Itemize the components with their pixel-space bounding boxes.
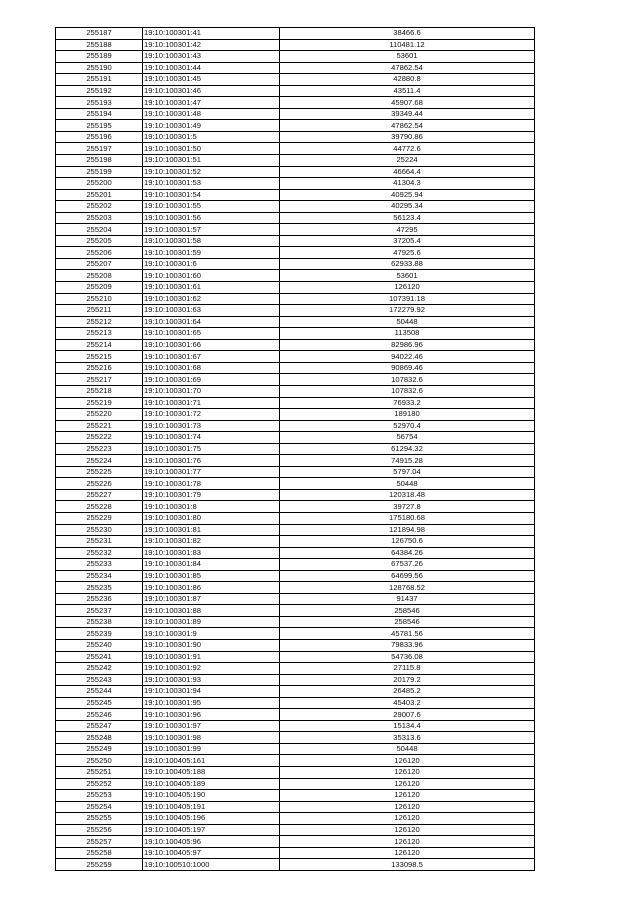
value-cell: 74915.28 [280,455,535,467]
value-cell: 126120 [280,824,535,836]
cadastral-number-cell: 19:10:100301:90 [143,639,280,651]
table-row [56,397,535,409]
value-cell: 126120 [280,847,535,859]
row-id-cell: 255189 [56,51,143,63]
value-cell: 107832.6 [280,385,535,397]
row-id-cell: 255199 [56,166,143,178]
table-row [56,258,535,270]
cadastral-number-cell: 19:10:100301:91 [143,651,280,663]
value-cell: 258546 [280,616,535,628]
table-row [56,305,535,317]
value-cell: 110481.12 [280,39,535,51]
table-row [56,155,535,167]
row-id-cell: 255228 [56,501,143,513]
value-cell: 5797.04 [280,466,535,478]
table-row [56,131,535,143]
table-row [56,351,535,363]
row-id-cell: 255203 [56,212,143,224]
value-cell: 53601 [280,270,535,282]
row-id-cell: 255219 [56,397,143,409]
table-row [56,709,535,721]
table-row [56,166,535,178]
value-cell: 90869.46 [280,362,535,374]
cadastral-number-cell: 19:10:100405:96 [143,836,280,848]
cadastral-number-cell: 19:10:100301:92 [143,663,280,675]
cadastral-number-cell: 19:10:100301:84 [143,559,280,571]
value-cell: 39790.86 [280,131,535,143]
value-cell: 128768.52 [280,582,535,594]
value-cell: 62933.88 [280,258,535,270]
cadastral-number-cell: 19:10:100301:82 [143,536,280,548]
row-id-cell: 255188 [56,39,143,51]
cadastral-number-cell: 19:10:100301:99 [143,743,280,755]
table-row [56,293,535,305]
row-id-cell: 255257 [56,836,143,848]
row-id-cell: 255221 [56,420,143,432]
row-id-cell: 255207 [56,258,143,270]
table-row [56,778,535,790]
value-cell: 56754 [280,432,535,444]
table-row [56,732,535,744]
table-row [56,824,535,836]
row-id-cell: 255212 [56,316,143,328]
value-cell: 46664.4 [280,166,535,178]
cadastral-number-cell: 19:10:100301:76 [143,455,280,467]
cadastral-number-cell: 19:10:100301:79 [143,489,280,501]
cadastral-number-cell: 19:10:100301:57 [143,224,280,236]
cadastral-number-cell: 19:10:100301:81 [143,524,280,536]
table-row [56,570,535,582]
row-id-cell: 255222 [56,432,143,444]
value-cell: 79833.96 [280,639,535,651]
cadastral-number-cell: 19:10:100301:8 [143,501,280,513]
cadastral-number-cell: 19:10:100301:73 [143,420,280,432]
row-id-cell: 255202 [56,201,143,213]
table-row [56,801,535,813]
value-cell: 91437 [280,593,535,605]
value-cell: 258546 [280,605,535,617]
table-row [56,663,535,675]
table-row [56,616,535,628]
row-id-cell: 255200 [56,178,143,190]
table-row [56,478,535,490]
value-cell: 38466.6 [280,28,535,40]
value-cell: 61294.32 [280,443,535,455]
value-cell: 25224 [280,155,535,167]
row-id-cell: 255237 [56,605,143,617]
table-row [56,212,535,224]
row-id-cell: 255205 [56,235,143,247]
table-row [56,547,535,559]
row-id-cell: 255226 [56,478,143,490]
table-row [56,582,535,594]
row-id-cell: 255246 [56,709,143,721]
value-cell: 189180 [280,409,535,421]
row-id-cell: 255251 [56,767,143,779]
value-cell: 133098.5 [280,859,535,871]
table-row [56,790,535,802]
cadastral-number-cell: 19:10:100301:58 [143,235,280,247]
row-id-cell: 255214 [56,339,143,351]
row-id-cell: 255247 [56,720,143,732]
table-row [56,328,535,340]
cadastral-number-cell: 19:10:100301:47 [143,97,280,109]
value-cell: 64699.56 [280,570,535,582]
value-cell: 50448 [280,478,535,490]
cadastral-number-cell: 19:10:100301:53 [143,178,280,190]
value-cell: 37205.4 [280,235,535,247]
table-row [56,639,535,651]
cadastral-number-cell: 19:10:100405:189 [143,778,280,790]
row-id-cell: 255187 [56,28,143,40]
cadastral-number-cell: 19:10:100301:67 [143,351,280,363]
cadastral-number-cell: 19:10:100301:60 [143,270,280,282]
cadastral-number-cell: 19:10:100301:87 [143,593,280,605]
row-id-cell: 255242 [56,663,143,675]
value-cell: 35313.6 [280,732,535,744]
table-row [56,270,535,282]
cadastral-number-cell: 19:10:100405:161 [143,755,280,767]
table-row [56,697,535,709]
value-cell: 47295 [280,224,535,236]
row-id-cell: 255256 [56,824,143,836]
table-row [56,443,535,455]
cadastral-number-cell: 19:10:100301:51 [143,155,280,167]
value-cell: 126120 [280,778,535,790]
value-cell: 126120 [280,767,535,779]
table-row [56,847,535,859]
cadastral-number-cell: 19:10:100301:86 [143,582,280,594]
value-cell: 20179.2 [280,674,535,686]
table-row [56,512,535,524]
table-row [56,97,535,109]
table-row [56,28,535,40]
row-id-cell: 255215 [56,351,143,363]
row-id-cell: 255224 [56,455,143,467]
value-cell: 45403.2 [280,697,535,709]
cadastral-number-cell: 19:10:100301:50 [143,143,280,155]
row-id-cell: 255208 [56,270,143,282]
cadastral-number-cell: 19:10:100301:42 [143,39,280,51]
cadastral-number-cell: 19:10:100301:97 [143,720,280,732]
value-cell: 126750.6 [280,536,535,548]
table-row [56,224,535,236]
table-row [56,235,535,247]
cadastral-number-cell: 19:10:100301:6 [143,258,280,270]
cadastral-number-cell: 19:10:100301:61 [143,282,280,294]
table-row [56,836,535,848]
row-id-cell: 255252 [56,778,143,790]
cadastral-number-cell: 19:10:100301:72 [143,409,280,421]
table-row [56,178,535,190]
value-cell: 53601 [280,51,535,63]
value-cell: 126120 [280,813,535,825]
table-row [56,559,535,571]
row-id-cell: 255258 [56,847,143,859]
row-id-cell: 255227 [56,489,143,501]
cadastral-number-cell: 19:10:100301:44 [143,62,280,74]
value-cell: 113508 [280,328,535,340]
cadastral-number-cell: 19:10:100301:54 [143,189,280,201]
cadastral-number-cell: 19:10:100301:52 [143,166,280,178]
value-cell: 29007.6 [280,709,535,721]
row-id-cell: 255190 [56,62,143,74]
row-id-cell: 255217 [56,374,143,386]
table-row [56,420,535,432]
row-id-cell: 255229 [56,512,143,524]
table-row [56,85,535,97]
value-cell: 45907.68 [280,97,535,109]
cadastral-number-cell: 19:10:100301:69 [143,374,280,386]
row-id-cell: 255239 [56,628,143,640]
cadastral-number-cell: 19:10:100301:48 [143,108,280,120]
cadastral-number-cell: 19:10:100301:95 [143,697,280,709]
table-row [56,686,535,698]
value-cell: 50448 [280,743,535,755]
cadastral-number-cell: 19:10:100301:89 [143,616,280,628]
data-table [55,27,535,871]
row-id-cell: 255213 [56,328,143,340]
row-id-cell: 255204 [56,224,143,236]
row-id-cell: 255244 [56,686,143,698]
row-id-cell: 255233 [56,559,143,571]
table-row [56,409,535,421]
row-id-cell: 255206 [56,247,143,259]
row-id-cell: 255197 [56,143,143,155]
cadastral-number-cell: 19:10:100405:197 [143,824,280,836]
table-row [56,489,535,501]
cadastral-number-cell: 19:10:100301:62 [143,293,280,305]
value-cell: 126120 [280,801,535,813]
value-cell: 107391.18 [280,293,535,305]
table-row [56,501,535,513]
table-row [56,628,535,640]
cadastral-number-cell: 19:10:100301:71 [143,397,280,409]
value-cell: 172279.92 [280,305,535,317]
row-id-cell: 255240 [56,639,143,651]
row-id-cell: 255250 [56,755,143,767]
table-row [56,813,535,825]
table-row [56,362,535,374]
row-id-cell: 255220 [56,409,143,421]
cadastral-number-cell: 19:10:100301:41 [143,28,280,40]
cadastral-number-cell: 19:10:100301:43 [143,51,280,63]
row-id-cell: 255193 [56,97,143,109]
value-cell: 56123.4 [280,212,535,224]
row-id-cell: 255194 [56,108,143,120]
cadastral-number-cell: 19:10:100301:65 [143,328,280,340]
table-row [56,720,535,732]
table-row [56,455,535,467]
cadastral-number-cell: 19:10:100301:77 [143,466,280,478]
table-row [56,605,535,617]
cadastral-number-cell: 19:10:100301:49 [143,120,280,132]
cadastral-number-cell: 19:10:100301:64 [143,316,280,328]
value-cell: 126120 [280,790,535,802]
table-row [56,201,535,213]
value-cell: 15134.4 [280,720,535,732]
row-id-cell: 255241 [56,651,143,663]
cadastral-number-cell: 19:10:100301:96 [143,709,280,721]
value-cell: 126120 [280,755,535,767]
table-row [56,339,535,351]
value-cell: 27115.8 [280,663,535,675]
value-cell: 39727.8 [280,501,535,513]
row-id-cell: 255254 [56,801,143,813]
row-id-cell: 255191 [56,74,143,86]
value-cell: 64384.26 [280,547,535,559]
row-id-cell: 255225 [56,466,143,478]
value-cell: 126120 [280,836,535,848]
row-id-cell: 255232 [56,547,143,559]
cadastral-number-cell: 19:10:100301:45 [143,74,280,86]
row-id-cell: 255245 [56,697,143,709]
row-id-cell: 255192 [56,85,143,97]
cadastral-number-cell: 19:10:100301:83 [143,547,280,559]
table-row [56,282,535,294]
value-cell: 94022.46 [280,351,535,363]
row-id-cell: 255223 [56,443,143,455]
table-row [56,767,535,779]
value-cell: 43511.4 [280,85,535,97]
row-id-cell: 255201 [56,189,143,201]
value-cell: 44772.6 [280,143,535,155]
table-body [56,28,535,871]
table-row [56,755,535,767]
value-cell: 76933.2 [280,397,535,409]
value-cell: 126120 [280,282,535,294]
value-cell: 47862.54 [280,62,535,74]
table-row [56,247,535,259]
cadastral-number-cell: 19:10:100301:46 [143,85,280,97]
cadastral-number-cell: 19:10:100301:56 [143,212,280,224]
table-row [56,316,535,328]
table-row [56,74,535,86]
cadastral-number-cell: 19:10:100301:66 [143,339,280,351]
cadastral-number-cell: 19:10:100301:80 [143,512,280,524]
row-id-cell: 255196 [56,131,143,143]
table-row [56,108,535,120]
table-row [56,743,535,755]
table-row [56,120,535,132]
row-id-cell: 255198 [56,155,143,167]
cadastral-number-cell: 19:10:100405:191 [143,801,280,813]
value-cell: 82986.96 [280,339,535,351]
row-id-cell: 255238 [56,616,143,628]
row-id-cell: 255235 [56,582,143,594]
value-cell: 39349.44 [280,108,535,120]
value-cell: 42880.8 [280,74,535,86]
value-cell: 41304.3 [280,178,535,190]
table-row [56,189,535,201]
value-cell: 47862.54 [280,120,535,132]
value-cell: 45781.56 [280,628,535,640]
row-id-cell: 255243 [56,674,143,686]
value-cell: 67537.26 [280,559,535,571]
cadastral-number-cell: 19:10:100301:70 [143,385,280,397]
value-cell: 54736.08 [280,651,535,663]
cadastral-number-cell: 19:10:100301:63 [143,305,280,317]
row-id-cell: 255211 [56,305,143,317]
cadastral-number-cell: 19:10:100301:68 [143,362,280,374]
cadastral-number-cell: 19:10:100301:85 [143,570,280,582]
cadastral-number-cell: 19:10:100405:188 [143,767,280,779]
value-cell: 26485.2 [280,686,535,698]
value-cell: 107832.6 [280,374,535,386]
value-cell: 50448 [280,316,535,328]
cadastral-number-cell: 19:10:100301:94 [143,686,280,698]
cadastral-number-cell: 19:10:100301:75 [143,443,280,455]
cadastral-number-cell: 19:10:100301:55 [143,201,280,213]
cadastral-number-cell: 19:10:100510:1000 [143,859,280,871]
table-row [56,466,535,478]
table-row [56,651,535,663]
table-row [56,51,535,63]
cadastral-number-cell: 19:10:100301:98 [143,732,280,744]
cadastral-number-cell: 19:10:100405:196 [143,813,280,825]
cadastral-number-cell: 19:10:100301:78 [143,478,280,490]
row-id-cell: 255231 [56,536,143,548]
table-row [56,536,535,548]
table-row [56,432,535,444]
cadastral-number-cell: 19:10:100301:88 [143,605,280,617]
value-cell: 40295.34 [280,201,535,213]
cadastral-number-cell: 19:10:100301:5 [143,131,280,143]
cadastral-number-cell: 19:10:100405:97 [143,847,280,859]
cadastral-number-cell: 19:10:100301:93 [143,674,280,686]
table-row [56,374,535,386]
value-cell: 120318.48 [280,489,535,501]
value-cell: 52970.4 [280,420,535,432]
row-id-cell: 255255 [56,813,143,825]
table-row [56,385,535,397]
row-id-cell: 255195 [56,120,143,132]
row-id-cell: 255259 [56,859,143,871]
table-row [56,62,535,74]
table-row [56,593,535,605]
row-id-cell: 255230 [56,524,143,536]
cadastral-number-cell: 19:10:100405:190 [143,790,280,802]
row-id-cell: 255253 [56,790,143,802]
cadastral-number-cell: 19:10:100301:59 [143,247,280,259]
row-id-cell: 255209 [56,282,143,294]
row-id-cell: 255236 [56,593,143,605]
value-cell: 175180.68 [280,512,535,524]
table-row [56,859,535,871]
cadastral-number-cell: 19:10:100301:74 [143,432,280,444]
table-row [56,143,535,155]
row-id-cell: 255216 [56,362,143,374]
row-id-cell: 255218 [56,385,143,397]
value-cell: 40925.94 [280,189,535,201]
row-id-cell: 255248 [56,732,143,744]
value-cell: 121894.98 [280,524,535,536]
table-row [56,524,535,536]
table-row [56,39,535,51]
cadastral-number-cell: 19:10:100301:9 [143,628,280,640]
row-id-cell: 255210 [56,293,143,305]
value-cell: 47925.6 [280,247,535,259]
row-id-cell: 255249 [56,743,143,755]
row-id-cell: 255234 [56,570,143,582]
table-row [56,674,535,686]
